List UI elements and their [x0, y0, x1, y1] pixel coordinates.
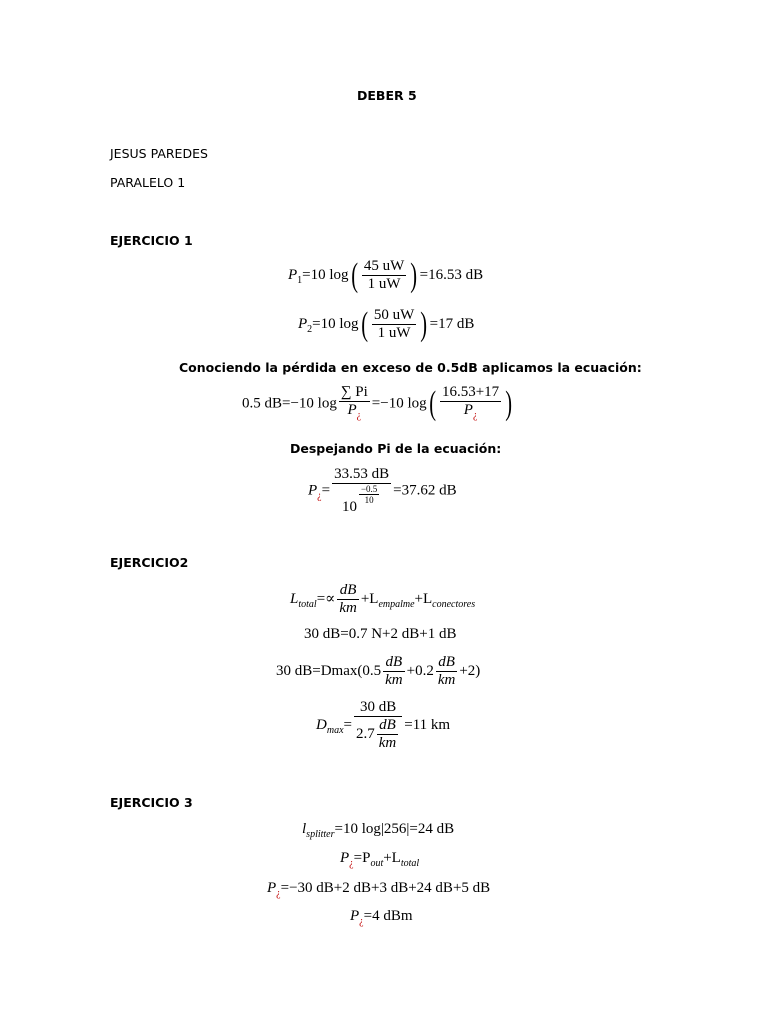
- exercise-3-heading: EJERCICIO 3: [110, 795, 193, 810]
- excess-loss-text: Conociendo la pérdida en exceso de 0.5dB aplicamos la ecuación:: [179, 360, 642, 375]
- equation-p2: $P_2=10$ log( $\frac{50 uW}{1 uW}$ ) =17 dB: [298, 305, 475, 343]
- equation-dmax-expanded: 30 dB=Dmax(0.5 $\frac{dB}{km}$ +0.2 $\frac{dB}{km}$ +2): [276, 654, 481, 688]
- equation-dmax-result: $D_{max}=$ 30 dB 2.7 $\frac{dB}{km}$ =11 km: [316, 699, 451, 751]
- parallel-label: PARALELO 1: [110, 175, 186, 190]
- equation-pi: $P_¿=$ 33.53 dB 10 $\frac{-0.5}{10}$ =37.62 dB: [308, 466, 457, 515]
- equation-p1: $P_1=10$ log( $\frac{45 uW}{1 uW}$ ) =16.53 dB: [288, 256, 484, 294]
- exercise-1-heading: EJERCICIO 1: [110, 233, 193, 248]
- equation-pin-result: $P_¿=4$ dBm: [350, 908, 413, 927]
- equation-splitter: $l_{splitter}=10$ log|256|=24 dB: [302, 821, 455, 840]
- exercise-2-heading: EJERCICIO2: [110, 555, 189, 570]
- equation-pin-sum: $P_¿=P_{out}+L_{total}$: [340, 850, 420, 869]
- document-title: DEBER 5: [357, 88, 417, 103]
- author-name: JESUS PAREDES: [110, 146, 208, 161]
- solve-pi-text: Despejando Pi de la ecuación:: [290, 441, 502, 456]
- equation-pin-values: $P_¿=-30$ dB+2 dB+3 dB+24 dB+5 dB: [267, 880, 491, 899]
- equation-30db-n: 30 dB=0.7 N+2 dB+1 dB: [304, 626, 457, 642]
- equation-excess-loss: 0.5 dB=−10 log $\frac{\sum Pi}{P_¿}$ =−10 log( $\frac{16.53+17}{P_¿}$ ): [242, 384, 513, 422]
- equation-ltotal: $L_{total}=\propto$ $\frac{dB}{km}$ $+L_{empalme}+L_{conectores}$: [290, 582, 476, 616]
